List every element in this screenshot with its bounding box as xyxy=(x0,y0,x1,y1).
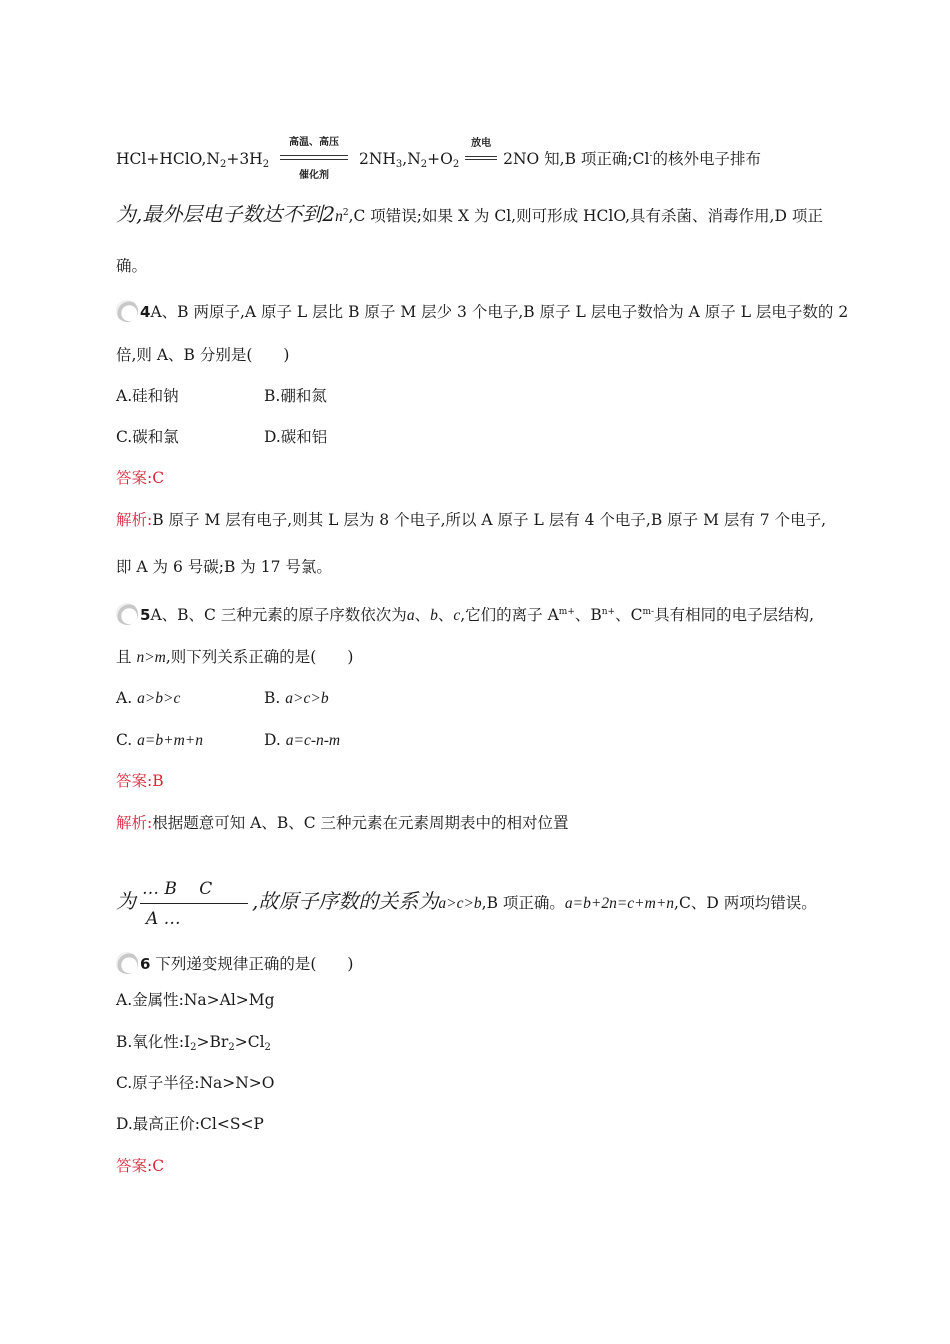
italic-text: 为,最外层电子数达不到2 xyxy=(116,202,336,226)
var-b: b xyxy=(430,607,438,624)
answer-value: C xyxy=(152,1157,165,1175)
question-4-answer xyxy=(116,468,164,488)
var-c: c xyxy=(453,607,461,624)
cont-line-1 xyxy=(116,137,762,181)
question-6-option-b xyxy=(116,1032,271,1058)
question-marker-icon xyxy=(116,952,138,974)
sub: 2 xyxy=(219,159,227,170)
option-label: B. xyxy=(264,689,281,707)
question-5-answer xyxy=(116,771,164,791)
question-5-stem-2 xyxy=(116,647,353,668)
italic-text: n>m xyxy=(136,649,166,666)
option-text: a=c-n-m xyxy=(285,732,341,749)
option-c xyxy=(116,731,203,749)
answer-value: C xyxy=(152,469,165,487)
text: >Cl xyxy=(234,1033,265,1051)
option-text: a>b>c xyxy=(137,690,181,707)
question-number: 5 xyxy=(140,606,151,624)
question-5-analysis-2 xyxy=(116,876,817,932)
text: ,它们的离子 A xyxy=(460,606,559,624)
question-number: 4 xyxy=(140,303,151,321)
text: ,C 项错误;如果 X 为 Cl,则可形成 HClO,具有杀菌、消毒作用,D 项正 xyxy=(348,207,823,225)
text: ,则下列关系正确的是( ) xyxy=(165,648,354,666)
italic-text: 为 xyxy=(116,889,136,913)
question-6-option-c: C.原子半径:Na>N>O xyxy=(116,1074,275,1092)
text: 且 xyxy=(116,648,132,666)
text: >Br xyxy=(196,1033,229,1051)
italic-text: ,故原子序数的关系为 xyxy=(252,889,439,913)
sub: 2 xyxy=(452,159,460,170)
question-number: 6 xyxy=(140,955,151,973)
var-a: a xyxy=(406,607,415,624)
answer-label: 答案: xyxy=(116,772,153,790)
answer-label: 答案: xyxy=(116,469,153,487)
question-4-analysis xyxy=(116,510,826,530)
question-6-option-a: A.金属性:Na>Al>Mg xyxy=(116,991,275,1009)
question-marker-icon xyxy=(116,300,138,322)
option-d: D.碳和铝 xyxy=(264,428,328,446)
option-c: C.碳和氯 xyxy=(116,428,179,446)
italic-text: a=b+2n=c+m+n xyxy=(564,895,675,912)
sub: 2 xyxy=(264,1042,271,1053)
option-d xyxy=(264,730,340,751)
question-5-options-cd xyxy=(116,730,341,751)
question-5-options-ab xyxy=(116,688,329,709)
option-text: a>c>b xyxy=(285,690,329,707)
position-row-2: A … xyxy=(146,909,181,929)
cont-line-2 xyxy=(116,203,823,227)
text: 2NO 知,B 项正确;Cl xyxy=(503,150,650,168)
option-text: a=b+m+n xyxy=(137,732,203,749)
arrow-lines xyxy=(280,155,348,160)
text: ,N xyxy=(402,150,421,168)
question-5-stem: 5A、B、C 三种元素的原子序数依次为a、b、c,它们的离子 $A^{m+}$、$B^{n+}$、$C^{m-}$具有相同的电子层结构, xyxy=(116,602,814,626)
italic-text: a>c>b xyxy=(438,895,482,912)
question-4-stem-2: 倍,则 A、B 分别是( ) xyxy=(116,346,290,364)
arrow-condition-bottom: 催化剂 xyxy=(299,170,330,181)
question-4-options-cd xyxy=(116,427,328,447)
arrow-condition-top: 高温、高压 xyxy=(289,137,340,148)
option-label: A. xyxy=(116,689,133,707)
position-row-1: … B C xyxy=(140,876,248,904)
text: 具有相同的电子层结构, xyxy=(654,606,814,624)
text: 下列递变规律正确的是( ) xyxy=(155,955,354,973)
question-marker-icon xyxy=(116,603,138,625)
sub: 3 xyxy=(395,159,403,170)
text: +3H xyxy=(226,150,263,168)
text: HCl+HClO,N xyxy=(116,150,220,168)
text: 、C xyxy=(615,606,643,624)
sup: 2 xyxy=(342,208,349,218)
italic-text: n xyxy=(335,208,343,225)
text: ,B 项正确。 xyxy=(481,894,565,912)
text: A、B 两原子,A 原子 L 层比 B 原子 M 层少 3 个电子,B 原子 L 层电子数恰为 A 原子 L 层电子数的 2 xyxy=(150,303,849,321)
arrow-condition-top: 放电 xyxy=(471,138,492,149)
option-a xyxy=(116,689,180,707)
reversible-arrow xyxy=(278,137,350,181)
sub: 2 xyxy=(262,159,270,170)
text: B 原子 M 层有电子,则其 L 层为 8 个电子,所以 A 原子 L 层有 4 个电子,B 原子 M 层有 7 个电子, xyxy=(152,511,827,529)
periodic-table-position xyxy=(140,876,248,932)
text: 2NH xyxy=(358,150,396,168)
answer-label: 答案: xyxy=(116,1157,153,1175)
answer-value: B xyxy=(152,772,164,790)
option-label: D. xyxy=(264,731,281,749)
sup: n+ xyxy=(601,607,616,617)
arrow-lines xyxy=(465,156,497,162)
option-b: B.硼和氮 xyxy=(264,387,327,405)
question-4-analysis-2: 即 A 为 6 号碳;B 为 17 号氯。 xyxy=(116,558,332,576)
text: A、B、C 三种元素的原子序数依次为 xyxy=(150,606,407,624)
option-b xyxy=(264,688,329,709)
sup: - xyxy=(649,151,653,161)
option-a: A.硅和钠 xyxy=(116,387,179,405)
text: ,C、D 两项均错误。 xyxy=(674,894,817,912)
sup: m- xyxy=(642,607,655,617)
question-5-analysis xyxy=(116,813,569,833)
question-6-stem xyxy=(116,952,353,974)
analysis-label: 解析: xyxy=(116,511,153,529)
text: 的核外电子排布 xyxy=(652,150,762,168)
option-label: C. xyxy=(116,731,133,749)
cont-line-3: 确。 xyxy=(116,257,148,275)
question-6-option-d: D.最高正价:Cl<S<P xyxy=(116,1115,264,1133)
text: +O xyxy=(427,150,453,168)
analysis-label: 解析: xyxy=(116,814,153,832)
sub: 2 xyxy=(228,1042,235,1053)
equals-arrow xyxy=(465,138,497,170)
question-4-options-ab xyxy=(116,386,327,406)
question-4-stem xyxy=(116,300,848,322)
sub: 2 xyxy=(420,159,428,170)
text: 、B xyxy=(574,606,602,624)
text: B.氧化性:I xyxy=(116,1033,191,1051)
sub: 2 xyxy=(190,1042,197,1053)
sup: m+ xyxy=(558,607,575,617)
question-6-answer xyxy=(116,1156,164,1176)
text: 根据题意可知 A、B、C 三种元素在元素周期表中的相对位置 xyxy=(152,814,569,832)
